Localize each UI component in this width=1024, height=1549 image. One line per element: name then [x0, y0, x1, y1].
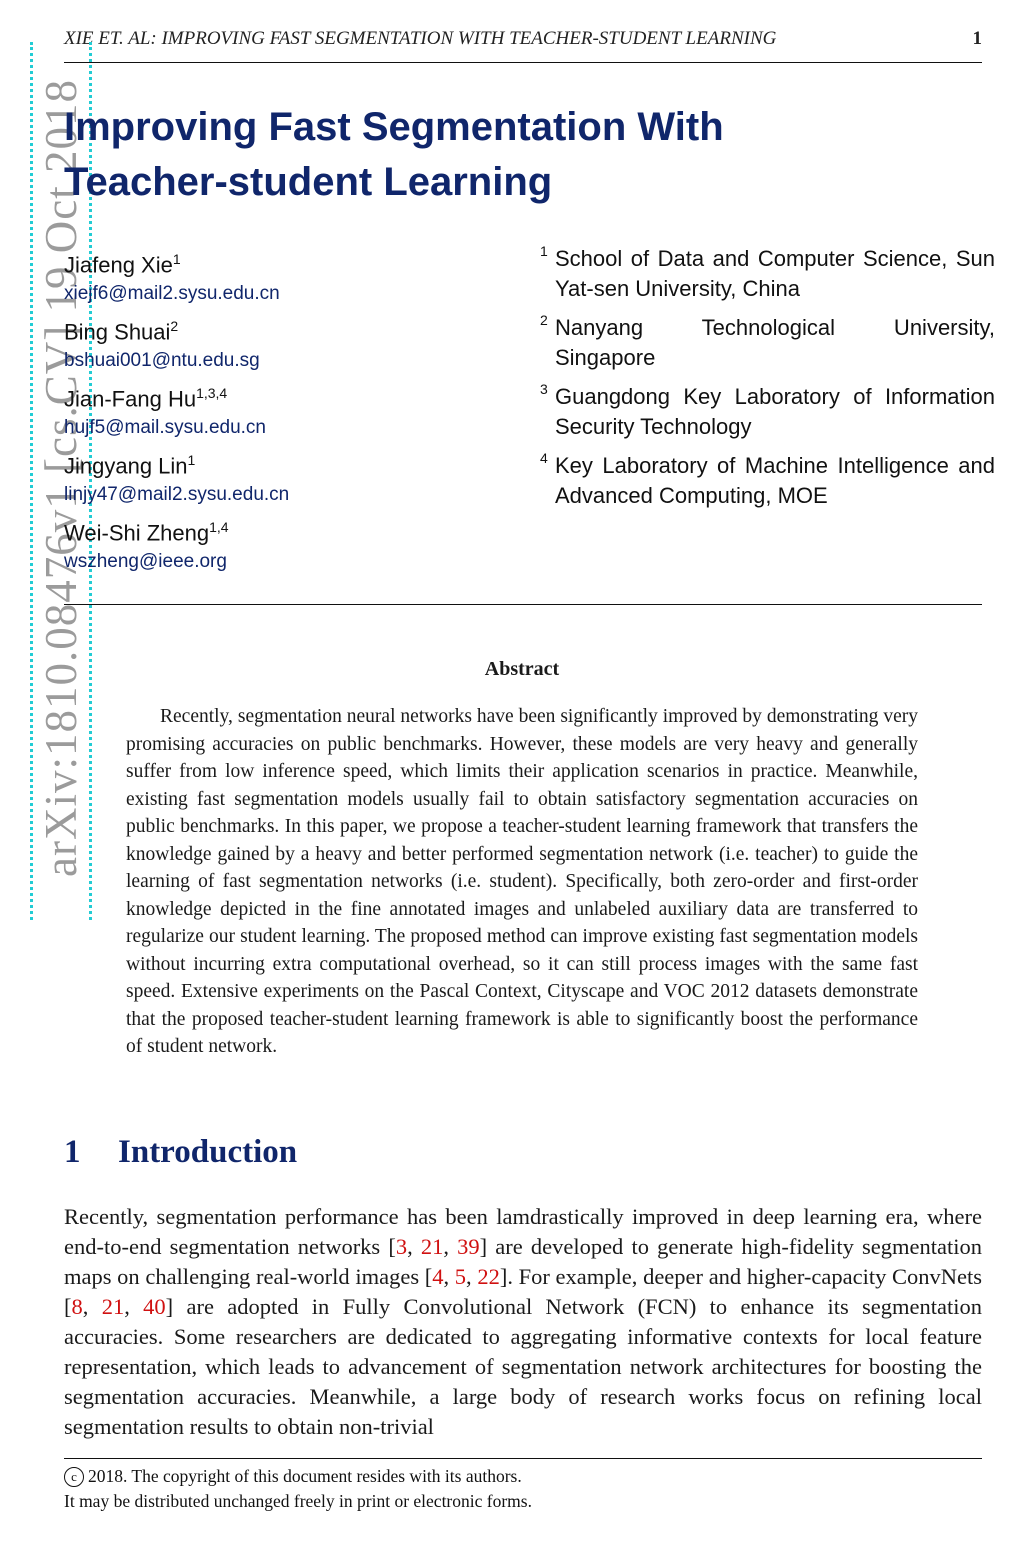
paper-title [64, 100, 824, 210]
affiliation-list [540, 244, 995, 520]
affiliation-item [540, 382, 995, 442]
footnote-rule [64, 1458, 982, 1459]
author-item [64, 244, 504, 311]
author-name: Jiafeng Xie [64, 252, 173, 278]
section-divider [64, 604, 982, 605]
section-title: Introduction [118, 1134, 298, 1170]
abstract-text: Recently, segmentation neural networks have been significantly improved by demonstrating very promising accuracies on public benchmarks. However, these models are very heavy and generally suffer from low inference speed, which limits their application scenarios in practice. Meanwhile, existing fast segmentation models usually fail to obtain satisfactory segmentation accuracies on public benchmarks. In this paper, we propose a teacher-student learning framework that transfers the knowledge gained by a heavy and better performed segmentation network (i.e. teacher) to guide the learning of fast segmentation networks (i.e. student). Specifically, both zero-order and first-order knowledge depicted in the fine annotated images and unlabeled auxiliary data are transferred to regularize our student learning. The proposed method can improve existing fast segmentation models without incurring extra computational overhead, so it can still process images with the same fast speed. Extensive experiments on the Pascal Context, Cityscape and VOC 2012 datasets demonstrate that the proposed teacher-student learning framework is able to significantly boost the performance of student network. [126, 706, 918, 1057]
author-name: Bing Shuai [64, 319, 171, 345]
header-rule [64, 62, 982, 63]
copyright-icon: c [64, 1467, 84, 1487]
section-number: 1 [64, 1134, 81, 1170]
author-item [64, 512, 504, 579]
affiliation-text: Nanyang Technological University, Singapore [555, 315, 995, 370]
citation-link[interactable]: 40 [143, 1294, 166, 1319]
paragraph-text: ]. For example, deeper and higher-capacity ConvNets [ [64, 1264, 982, 1319]
citation-link[interactable]: 22 [477, 1264, 500, 1289]
citation-separator: , [443, 1264, 455, 1289]
citation-link[interactable]: 39 [457, 1234, 480, 1259]
running-header [64, 26, 982, 54]
citation-separator: , [124, 1294, 144, 1319]
title-line-2: Teacher-student Learning [64, 160, 553, 204]
author-affiliation-mark: 1 [172, 251, 181, 267]
affiliation-item [540, 451, 995, 511]
author-item [64, 311, 504, 378]
citation-separator: , [466, 1264, 478, 1289]
author-affiliation-mark: 1,3,4 [196, 385, 228, 401]
author-email-link[interactable]: bshuai001@ntu.edu.sg [64, 350, 260, 372]
affiliation-number: 2 [540, 312, 548, 328]
affiliation-text: Guangdong Key Laboratory of Information Security Technology [555, 384, 995, 439]
citation-link[interactable]: 21 [420, 1234, 444, 1259]
section-heading-introduction [64, 1134, 297, 1171]
citation-link[interactable]: 21 [101, 1294, 125, 1319]
arxiv-stamp[interactable]: arXiv:1810.08476v1 [cs.CV] 19 Oct 2018 [36, 79, 86, 877]
citation-separator: , [443, 1234, 458, 1259]
author-affiliation-mark: 1 [187, 452, 196, 468]
author-email-link[interactable]: wszheng@ieee.org [64, 551, 227, 573]
citation-separator: , [82, 1294, 102, 1319]
affiliation-item [540, 313, 995, 373]
citation-link[interactable]: 3 [395, 1234, 408, 1259]
author-name: Wei-Shi Zheng [64, 520, 210, 546]
affiliation-number: 3 [540, 381, 548, 397]
affiliation-item [540, 244, 995, 304]
footnote-line-1: 2018. The copyright of this document resides with its authors. [88, 1466, 522, 1486]
affiliation-number: 4 [540, 450, 548, 466]
title-line-1: Improving Fast Segmentation With [64, 105, 724, 149]
footnote-line-2: It may be distributed unchanged freely in print or electronic forms. [64, 1491, 532, 1511]
citation-link[interactable]: 8 [71, 1294, 83, 1319]
author-affiliation-mark: 2 [170, 318, 179, 334]
paragraph-text: ] are developed to generate high-fidelity segmentation maps on challenging real-world images [ [64, 1234, 982, 1289]
page-number: 1 [972, 28, 982, 49]
author-item [64, 378, 504, 445]
running-title: XIE ET. AL: IMPROVING FAST SEGMENTATION WITH TEACHER-STUDENT LEARNING [64, 28, 777, 49]
affiliation-number: 1 [540, 243, 548, 259]
abstract-heading: Abstract [484, 658, 560, 680]
copyright-footnote [64, 1464, 532, 1514]
paragraph-text: Recently, segmentation performance has been lamdrastically improved in deep learning era, where end-to-end segmentation networks [ [64, 1204, 982, 1259]
affiliation-text: School of Data and Computer Science, Sun Yat-sen University, China [555, 246, 995, 301]
author-email-link[interactable]: linjy47@mail2.sysu.edu.cn [64, 484, 290, 506]
introduction-paragraph [64, 1202, 982, 1442]
author-name: Jingyang Lin [64, 453, 188, 479]
author-item [64, 445, 504, 512]
author-name: Jian-Fang Hu [64, 386, 197, 412]
author-email-link[interactable]: xiejf6@mail2.sysu.edu.cn [64, 283, 280, 305]
author-list [64, 244, 504, 579]
citation-separator: , [407, 1234, 421, 1259]
citation-link[interactable]: 4 [432, 1264, 444, 1289]
affiliation-text: Key Laboratory of Machine Intelligence and Advanced Computing, MOE [555, 453, 995, 508]
author-affiliation-mark: 1,4 [209, 519, 229, 535]
paragraph-text: ] are adopted in Fully Convolutional Network (FCN) to enhance its segmentation accuracies. Some researchers are dedicated to aggregating informative contexts for local feature representation, which leads to advancement of segmentation network architectures for boosting the segmentation accuracies. Meanwhile, a large body of research works focus on refining local segmentation results to obtain non-trivial [64, 1294, 983, 1439]
citation-link[interactable]: 5 [454, 1264, 467, 1289]
author-email-link[interactable]: hujf5@mail.sysu.edu.cn [64, 417, 266, 439]
